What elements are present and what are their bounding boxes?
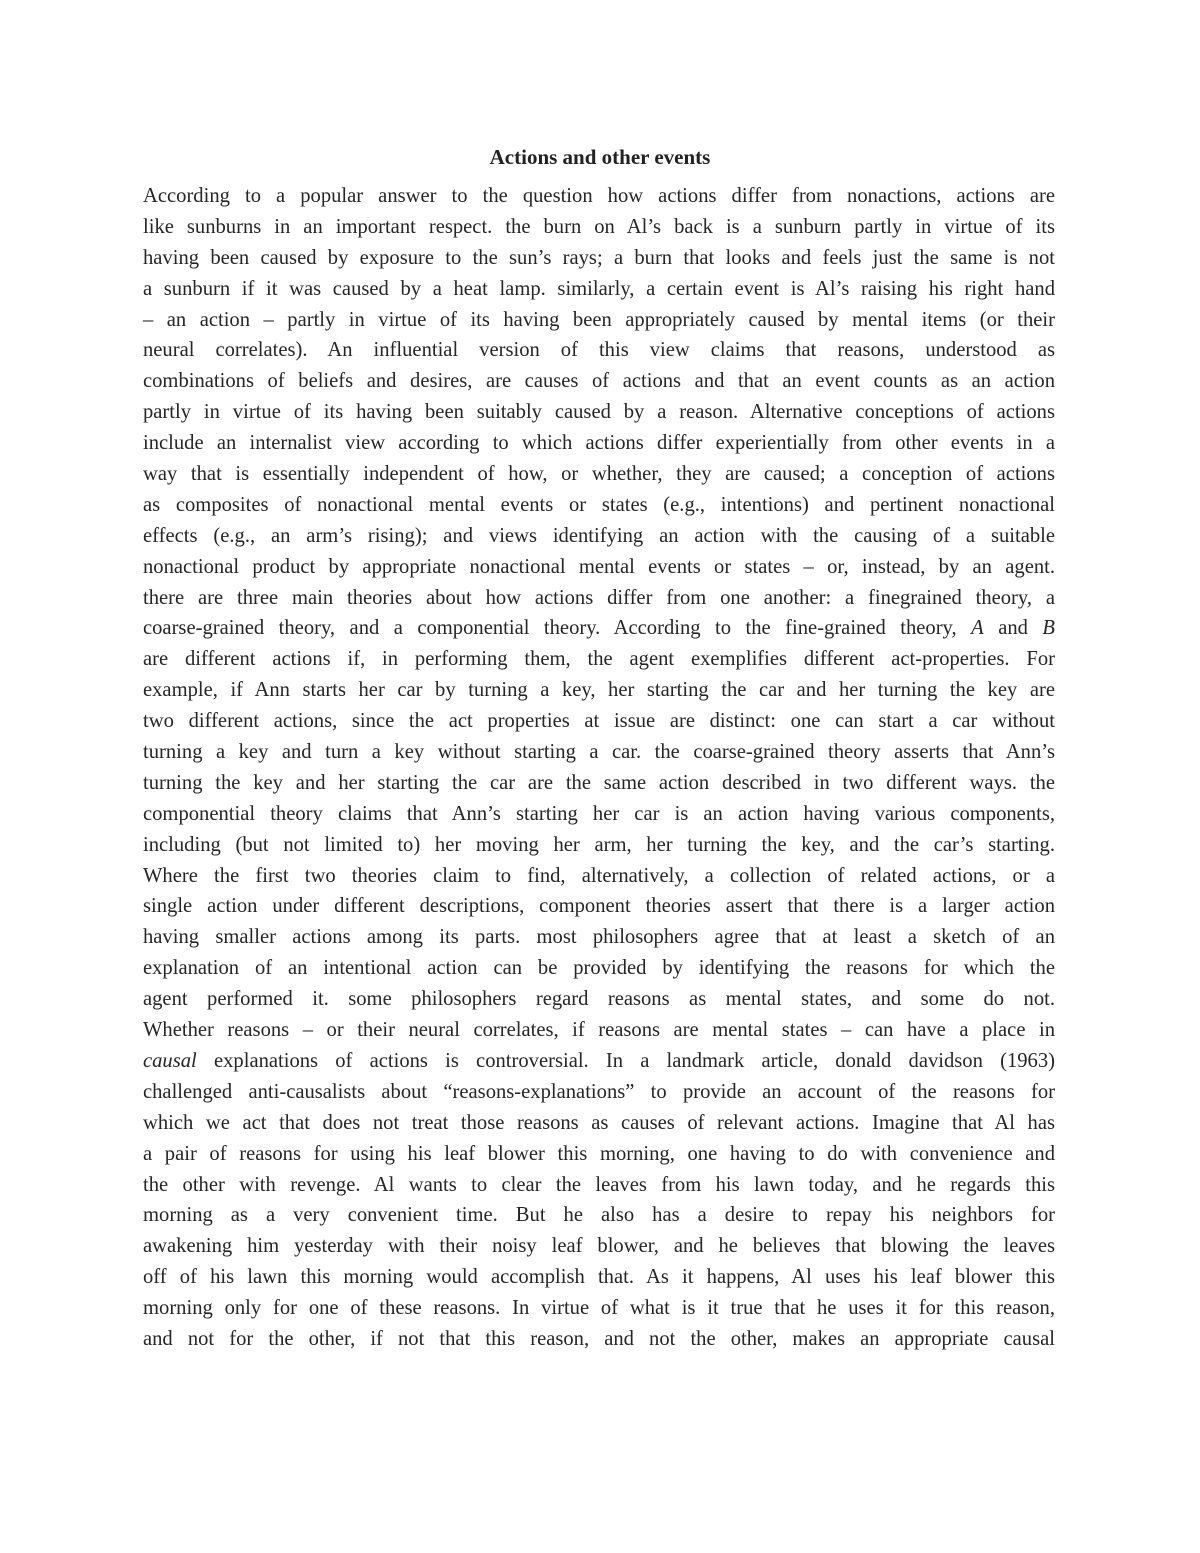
text-line: agent performed it. some philosophers regard reasons as mental states, and some do not. (143, 988, 1055, 1011)
text-line: effects (e.g., an arm’s rising); and views identifying an action with the causing of a suitable (143, 524, 1055, 547)
text-line: challenged anti-causalists about “reasons-explanations” to provide an account of the reasons for (143, 1080, 1055, 1103)
italic-word: causal (143, 1049, 197, 1072)
text-line: having smaller actions among its parts. most philosophers agree that at least a sketch of an (143, 926, 1055, 949)
text-line: way that is essentially independent of how, or whether, they are caused; a conception of actions (143, 463, 1055, 486)
text-line: and not for the other, if not that this reason, and not the other, makes an appropriate causal (143, 1327, 1055, 1350)
text-line (143, 1046, 1055, 1077)
text-line: Whether reasons – or their neural correlates, if reasons are mental states – can have a place in (143, 1019, 1055, 1042)
text-line: as composites of nonactional mental events or states (e.g., intentions) and pertinent nonactional (143, 493, 1055, 516)
text-line: partly in virtue of its having been suitably caused by a reason. Alternative conceptions of actions (143, 401, 1055, 424)
text-line: Where the first two theories claim to find, alternatively, a collection of related actions, or a (143, 864, 1055, 887)
text-line: example, if Ann starts her car by turning a key, her starting the car and her turning the key are (143, 679, 1055, 702)
text-line: combinations of beliefs and desires, are causes of actions and that an event counts as an action (143, 370, 1055, 393)
text-line: nonactional product by appropriate nonactional mental events or states – or, instead, by an agent. (143, 555, 1055, 578)
document-body (143, 181, 1055, 1355)
text-line: including (but not limited to) her moving her arm, her turning the key, and the car’s starting. (143, 833, 1055, 856)
text-segment: explanations of actions is controversial. In a landmark article, donald davidson (1963) (213, 1049, 1055, 1072)
text-line: morning only for one of these reasons. In virtue of what is it true that he uses it for this reason, (143, 1297, 1055, 1320)
text-line: a sunburn if it was caused by a heat lamp. similarly, a certain event is Al’s raising his right hand (143, 277, 1055, 300)
text-line: the other with revenge. Al wants to clear the leaves from his lawn today, and he regards this (143, 1173, 1055, 1196)
text-line: turning the key and her starting the car are the same action described in two different ways. the (143, 771, 1055, 794)
text-line: According to a popular answer to the question how actions differ from nonactions, actions are (143, 185, 1055, 207)
text-segment: and (998, 617, 1028, 640)
text-line: having been caused by exposure to the sun’s rays; a burn that looks and feels just the same is not (143, 246, 1055, 269)
text-line: are different actions if, in performing them, the agent exemplifies different act-properties. For (143, 648, 1055, 671)
italic-variable: B (1042, 617, 1055, 640)
text-line: off of his lawn this morning would accomplish that. As it happens, Al uses his leaf blower this (143, 1266, 1055, 1289)
text-line: two different actions, since the act properties at issue are distinct: one can start a car without (143, 710, 1055, 733)
text-line: componential theory claims that Ann’s starting her car is an action having various components, (143, 802, 1055, 825)
text-line: include an internalist view according to which actions differ experientially from other events in a (143, 432, 1055, 455)
text-line: explanation of an intentional action can be provided by identifying the reasons for which the (143, 957, 1055, 980)
italic-variable: A (971, 617, 984, 640)
text-line: awakening him yesterday with their noisy leaf blower, and he believes that blowing the leaves (143, 1235, 1055, 1258)
text-line: – an action – partly in virtue of its having been appropriately caused by mental items (or their (143, 308, 1055, 331)
text-line: there are three main theories about how actions differ from one another: a finegrained theory, a (143, 586, 1055, 609)
text-line (143, 613, 1055, 644)
text-segment: coarse-grained theory, and a componential theory. According to the fine-grained theory, (143, 617, 957, 640)
text-line: single action under different descriptions, component theories assert that there is a larger action (143, 895, 1055, 918)
document-title: Actions and other events (489, 145, 711, 169)
text-line: morning as a very convenient time. But he also has a desire to repay his neighbors for (143, 1204, 1055, 1227)
text-line: neural correlates). An influential version of this view claims that reasons, understood as (143, 339, 1055, 362)
text-line: like sunburns in an important respect. the burn on Al’s back is a sunburn partly in virtue of its (143, 215, 1055, 238)
text-line: which we act that does not treat those reasons as causes of relevant actions. Imagine that Al has (143, 1111, 1055, 1134)
text-line: turning a key and turn a key without starting a car. the coarse-grained theory asserts that Ann’s (143, 741, 1055, 764)
text-line: a pair of reasons for using his leaf blower this morning, one having to do with convenience and (143, 1142, 1055, 1165)
